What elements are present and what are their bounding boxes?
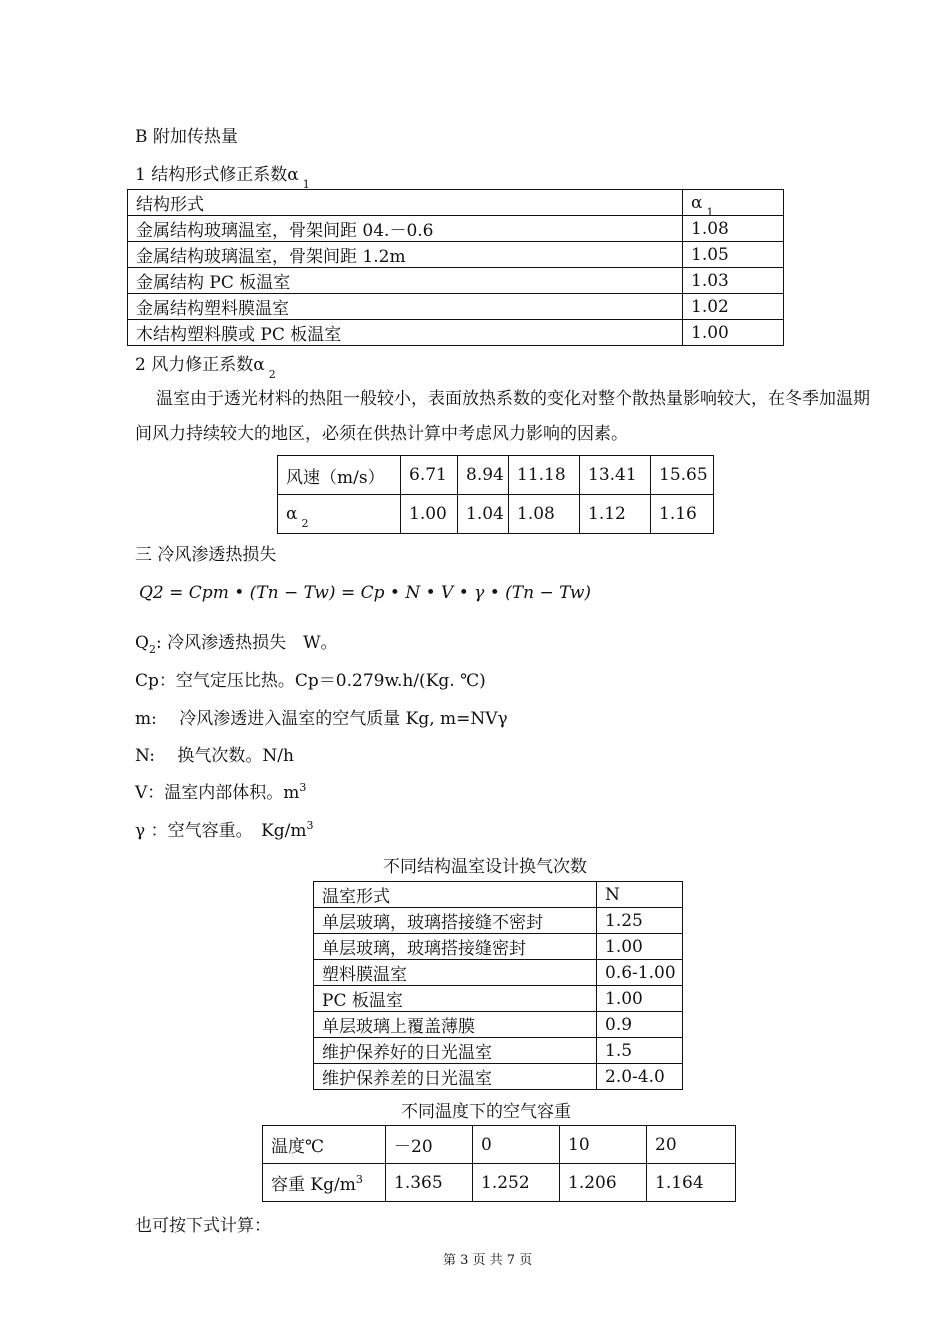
section-3-title: 三 冷风渗透热损失 xyxy=(135,545,277,565)
table-cell: 1.03 xyxy=(683,268,784,294)
q2-sub: 2 xyxy=(148,643,156,656)
table-cell: 1.08 xyxy=(509,495,580,534)
table-cell: 1.5 xyxy=(597,1038,683,1064)
wind-paragraph: 温室由于透光材料的热阻一般较小，表面放热系数的变化对整个散热量影响较大，在冬季加温期间风力持续较大的地区，必须在供热计算中考虑风力影响的因素。 xyxy=(135,389,870,444)
table-row xyxy=(128,190,784,216)
table-row xyxy=(314,1064,683,1090)
table-cell: 1.164 xyxy=(647,1164,736,1202)
closing-text: 也可按下式计算： xyxy=(135,1216,271,1236)
table-cell: 8.94 xyxy=(458,456,509,495)
section-1-title-sub: 1 xyxy=(302,178,310,191)
section-1-title-text: 1 结构形式修正系数α xyxy=(135,165,299,185)
table-cell: 单层玻璃，玻璃搭接缝密封 xyxy=(314,934,597,960)
table-cell: 金属结构玻璃温室，骨架间距 1.2m xyxy=(128,242,683,268)
table-cell: －20 xyxy=(386,1126,473,1164)
table-cell: 1.12 xyxy=(580,495,651,534)
structure-correction-table xyxy=(127,189,784,346)
table-cell: 金属结构塑料膜温室 xyxy=(128,294,683,320)
table-row xyxy=(314,934,683,960)
table-cell: 1.04 xyxy=(458,495,509,534)
table-cell: 1.206 xyxy=(560,1164,647,1202)
table-cell: 0.9 xyxy=(597,1012,683,1038)
alpha-symbol: α xyxy=(286,504,298,524)
table-cell: 11.18 xyxy=(509,456,580,495)
gamma-sup: 3 xyxy=(306,819,314,832)
table-cell: 1.00 xyxy=(597,934,683,960)
section-2-title xyxy=(135,350,276,381)
v-text: V：温室内部体积。m xyxy=(135,783,300,803)
table-header-cell: N xyxy=(597,882,683,908)
table-header-cell: 温室形式 xyxy=(314,882,597,908)
table-row xyxy=(314,1012,683,1038)
table-cell: 维护保养差的日光温室 xyxy=(314,1064,597,1090)
table-cell: 金属结构玻璃温室，骨架间距 04.－0.6 xyxy=(128,216,683,242)
table-cell: 1.02 xyxy=(683,294,784,320)
table-row xyxy=(128,242,784,268)
table-cell: 木结构塑料膜或 PC 板温室 xyxy=(128,320,683,346)
table-caption-air-change: 不同结构温室设计换气次数 xyxy=(383,857,587,877)
table-row xyxy=(314,986,683,1012)
table-row xyxy=(128,216,784,242)
table-row xyxy=(278,456,714,495)
table-cell xyxy=(263,1164,386,1202)
air-change-table xyxy=(313,881,683,1090)
heat-loss-formula: Q2 = Cpm • (Tn − Tw) = Cp • N • V • γ • (Tn − Tw) xyxy=(139,583,592,603)
table-cell: 0.6-1.00 xyxy=(597,960,683,986)
table-cell: 1.05 xyxy=(683,242,784,268)
table-row xyxy=(263,1164,736,1202)
table-cell: 塑料膜温室 xyxy=(314,960,597,986)
definition-m: m: 冷风渗透进入温室的空气质量 Kg, m=NVγ xyxy=(135,709,508,729)
table-row xyxy=(278,495,714,534)
table-cell: 0 xyxy=(473,1126,560,1164)
section-2-title-text: 2 风力修正系数α xyxy=(135,355,265,375)
table-cell: 温度℃ xyxy=(263,1126,386,1164)
v-sup: 3 xyxy=(299,781,307,794)
definition-cp: Cp：空气定压比热。Cp＝0.279w.h/(Kg. ℃) xyxy=(135,671,486,691)
table-cell: 15.65 xyxy=(651,456,714,495)
definition-n: N: 换气次数。N/h xyxy=(135,746,294,766)
table-cell: 1.08 xyxy=(683,216,784,242)
table-cell: 1.00 xyxy=(401,495,458,534)
air-density-table xyxy=(262,1125,736,1202)
table-cell: 1.00 xyxy=(597,986,683,1012)
table-cell: 金属结构 PC 板温室 xyxy=(128,268,683,294)
table-cell xyxy=(278,495,401,534)
density-label: 容重 Kg/m xyxy=(271,1175,356,1195)
table-row xyxy=(314,960,683,986)
table-row xyxy=(314,908,683,934)
table-cell: 维护保养好的日光温室 xyxy=(314,1038,597,1064)
definition-gamma xyxy=(135,816,314,841)
table-header-cell xyxy=(683,190,784,219)
definition-v xyxy=(135,778,306,803)
definition-q2 xyxy=(135,628,338,656)
table-cell: 13.41 xyxy=(580,456,651,495)
table-cell: PC 板温室 xyxy=(314,986,597,1012)
table-header-cell: 结构形式 xyxy=(128,190,683,216)
table-cell: 单层玻璃，玻璃搭接缝不密封 xyxy=(314,908,597,934)
table-row xyxy=(314,1038,683,1064)
table-row xyxy=(128,268,784,294)
section-heading-b: B 附加传热量 xyxy=(135,127,238,147)
wind-correction-table xyxy=(277,455,714,534)
table-row xyxy=(263,1126,736,1164)
section-1-title xyxy=(135,160,310,191)
table-cell: 2.0-4.0 xyxy=(597,1064,683,1090)
table-row xyxy=(314,882,683,908)
section-2-title-sub: 2 xyxy=(268,368,276,381)
table-cell: 1.365 xyxy=(386,1164,473,1202)
page-footer: 第 3 页 共 7 页 xyxy=(443,1253,533,1268)
gamma-text: γ ：空气容重。 Kg/m xyxy=(135,821,307,841)
table-cell: 10 xyxy=(560,1126,647,1164)
table-cell: 20 xyxy=(647,1126,736,1164)
table-cell: 1.16 xyxy=(651,495,714,534)
table-cell: 风速（m/s） xyxy=(278,456,401,495)
table-row xyxy=(128,294,784,320)
table-cell: 6.71 xyxy=(401,456,458,495)
table-caption-air-density: 不同温度下的空气容重 xyxy=(401,1102,571,1122)
alpha-sub: 1 xyxy=(706,205,714,219)
q2-text: : 冷风渗透热损失 W。 xyxy=(155,633,338,653)
alpha-symbol: α xyxy=(691,192,703,213)
q2-symbol: Q xyxy=(135,633,149,653)
table-cell: 1.25 xyxy=(597,908,683,934)
alpha-sub: 2 xyxy=(301,517,309,530)
table-cell: 1.252 xyxy=(473,1164,560,1202)
table-row xyxy=(128,320,784,346)
table-cell: 1.00 xyxy=(683,320,784,346)
table-cell: 单层玻璃上覆盖薄膜 xyxy=(314,1012,597,1038)
density-sup: 3 xyxy=(355,1173,363,1186)
